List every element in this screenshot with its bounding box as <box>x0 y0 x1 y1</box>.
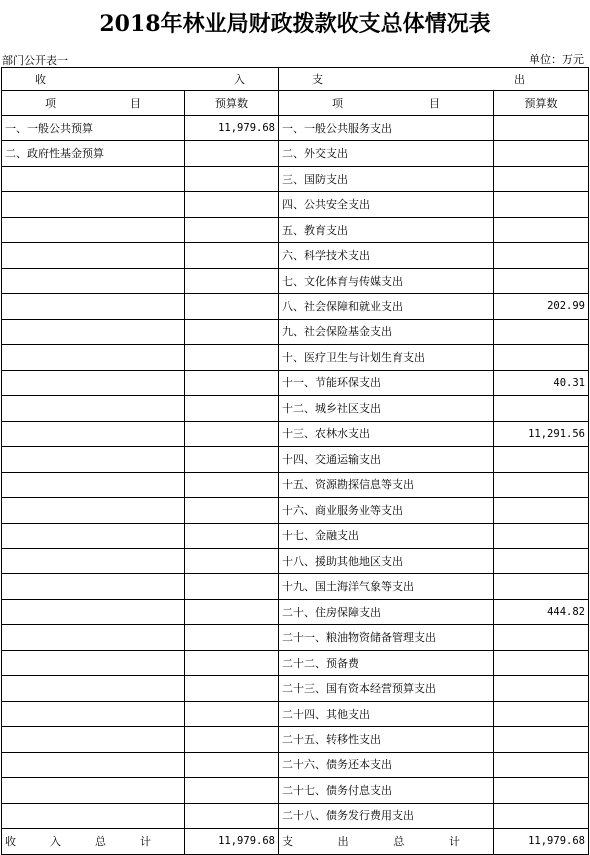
income-total-label-char: 收 <box>5 834 16 848</box>
expense-item-cell: 十五、资源勘探信息等支出 <box>279 472 494 497</box>
table-row <box>2 599 589 624</box>
table-body <box>2 68 589 855</box>
income-value-cell <box>185 319 279 344</box>
expense-value-cell <box>494 319 589 344</box>
income-item-cell <box>2 268 185 293</box>
expense-item-cell: 五、教育支出 <box>279 217 494 242</box>
income-header-char-2: 入 <box>234 72 245 86</box>
expense-value-cell: 202.99 <box>494 294 589 319</box>
expense-item-cell: 二十六、债务还本支出 <box>279 752 494 777</box>
income-value-cell <box>185 523 279 548</box>
expense-item-cell: 二十一、粮油物资储备管理支出 <box>279 625 494 650</box>
income-value-cell <box>185 472 279 497</box>
income-item-cell <box>2 319 185 344</box>
income-value-cell: 11,979.68 <box>185 116 279 141</box>
income-item-cell <box>2 294 185 319</box>
expense-item-cell: 二十、住房保障支出 <box>279 599 494 624</box>
table-row <box>2 803 589 828</box>
expense-value-cell <box>494 217 589 242</box>
expense-value-cell <box>494 523 589 548</box>
income-item-cell <box>2 498 185 523</box>
income-item-cell <box>2 345 185 370</box>
table-row <box>2 778 589 803</box>
table-row <box>2 268 589 293</box>
table-row <box>2 116 589 141</box>
expense-value-cell <box>494 498 589 523</box>
expense-total-label <box>279 829 494 854</box>
expense-item-cell: 二十二、预备费 <box>279 650 494 675</box>
expense-header-char-2: 出 <box>514 72 525 86</box>
expense-item-cell: 十六、商业服务业等支出 <box>279 498 494 523</box>
table-row <box>2 141 589 166</box>
expense-value-cell: 40.31 <box>494 370 589 395</box>
table-row <box>2 650 589 675</box>
table-row <box>2 752 589 777</box>
table-row <box>2 472 589 497</box>
income-value-cell <box>185 141 279 166</box>
income-item-cell <box>2 599 185 624</box>
expense-header-char-1: 支 <box>312 72 323 86</box>
income-item-cell <box>2 370 185 395</box>
table-row <box>2 498 589 523</box>
table-row <box>2 574 589 599</box>
income-header-char-1: 收 <box>35 72 46 86</box>
expense-value-cell <box>494 752 589 777</box>
item-header-char-1: 项 <box>332 96 343 110</box>
expense-value-cell <box>494 778 589 803</box>
income-value-cell <box>185 778 279 803</box>
table-row <box>2 396 589 421</box>
table-row <box>2 701 589 726</box>
expense-value-cell <box>494 727 589 752</box>
income-item-cell <box>2 421 185 446</box>
table-row <box>2 676 589 701</box>
income-item-cell <box>2 574 185 599</box>
table-row <box>2 217 589 242</box>
expense-value-cell <box>494 574 589 599</box>
expense-value-cell <box>494 141 589 166</box>
expense-item-cell: 七、文化体育与传媒支出 <box>279 268 494 293</box>
income-value-cell <box>185 676 279 701</box>
budget-table <box>1 67 589 855</box>
expense-total-label-char: 总 <box>393 834 405 848</box>
income-header <box>2 68 279 91</box>
table-row <box>2 319 589 344</box>
expense-value-cell <box>494 625 589 650</box>
income-item-cell <box>2 396 185 421</box>
income-value-cell <box>185 574 279 599</box>
expense-total-label-char: 计 <box>448 834 460 848</box>
expense-value-cell <box>494 166 589 191</box>
expense-item-cell: 二十五、转移性支出 <box>279 727 494 752</box>
income-value-cell <box>185 243 279 268</box>
income-value-cell <box>185 370 279 395</box>
income-value-cell <box>185 192 279 217</box>
item-header-char-1: 项 <box>45 96 56 110</box>
income-value-cell <box>185 345 279 370</box>
table-row <box>2 294 589 319</box>
income-value-cell <box>185 396 279 421</box>
income-item-cell <box>2 803 185 828</box>
expense-value-cell <box>494 268 589 293</box>
expense-value-cell <box>494 676 589 701</box>
income-item-cell <box>2 166 185 191</box>
expense-item-cell: 二十七、债务付息支出 <box>279 778 494 803</box>
expense-item-cell: 十四、交通运输支出 <box>279 447 494 472</box>
table-row <box>2 548 589 573</box>
income-item-cell <box>2 701 185 726</box>
income-value-cell <box>185 166 279 191</box>
expense-value-cell <box>494 472 589 497</box>
expense-value-cell <box>494 396 589 421</box>
income-item-cell: 二、政府性基金预算 <box>2 141 185 166</box>
expense-item-cell: 二十三、国有资本经营预算支出 <box>279 676 494 701</box>
table-row <box>2 727 589 752</box>
expense-value-cell: 11,291.56 <box>494 421 589 446</box>
income-item-cell <box>2 472 185 497</box>
expense-item-cell: 十八、援助其他地区支出 <box>279 548 494 573</box>
expense-item-cell: 一、一般公共服务支出 <box>279 116 494 141</box>
table-row <box>2 421 589 446</box>
expense-total-label-char: 支 <box>282 834 293 848</box>
income-item-cell <box>2 192 185 217</box>
income-total-label-char: 入 <box>50 834 61 848</box>
income-item-cell <box>2 243 185 268</box>
income-item-cell <box>2 625 185 650</box>
header-row-columns <box>2 91 589 116</box>
table-row <box>2 243 589 268</box>
expense-value-cell <box>494 803 589 828</box>
header-row-income-expense <box>2 68 589 91</box>
income-value-cell <box>185 752 279 777</box>
expense-value-cell <box>494 447 589 472</box>
expense-value-cell <box>494 701 589 726</box>
income-value-cell <box>185 625 279 650</box>
income-item-cell: 一、一般公共预算 <box>2 116 185 141</box>
income-budget-header: 预算数 <box>185 91 279 116</box>
income-item-cell <box>2 727 185 752</box>
expense-item-cell: 十二、城乡社区支出 <box>279 396 494 421</box>
form-number: 部门公开表一 <box>2 54 68 67</box>
expense-item-cell: 十、医疗卫生与计划生育支出 <box>279 345 494 370</box>
income-value-cell <box>185 421 279 446</box>
income-value-cell <box>185 268 279 293</box>
expense-value-cell <box>494 243 589 268</box>
expense-item-cell: 二、外交支出 <box>279 141 494 166</box>
income-total-label <box>2 829 185 854</box>
income-total-label-char: 计 <box>140 834 151 848</box>
table-row <box>2 625 589 650</box>
table-row <box>2 523 589 548</box>
expense-item-cell: 八、社会保障和就业支出 <box>279 294 494 319</box>
expense-item-cell: 十三、农林水支出 <box>279 421 494 446</box>
expense-item-header <box>279 91 494 116</box>
expense-total-label-char: 出 <box>337 834 349 848</box>
expense-item-cell: 三、国防支出 <box>279 166 494 191</box>
income-value-cell <box>185 701 279 726</box>
expense-item-cell: 四、公共安全支出 <box>279 192 494 217</box>
expense-value-cell <box>494 192 589 217</box>
income-total-label-char: 总 <box>95 834 106 848</box>
unit-label: 单位：万元 <box>529 53 584 66</box>
income-value-cell <box>185 548 279 573</box>
income-value-cell <box>185 294 279 319</box>
income-item-cell <box>2 650 185 675</box>
expense-budget-header: 预算数 <box>494 91 589 116</box>
table-row <box>2 370 589 395</box>
expense-item-cell: 二十四、其他支出 <box>279 701 494 726</box>
expense-item-cell: 十七、金融支出 <box>279 523 494 548</box>
income-item-cell <box>2 523 185 548</box>
expense-value-cell <box>494 650 589 675</box>
income-value-cell <box>185 727 279 752</box>
income-item-cell <box>2 217 185 242</box>
table-title: 2018年林业局财政拨款收支总体情况表 <box>99 11 491 37</box>
table-row <box>2 447 589 472</box>
expense-item-cell: 六、科学技术支出 <box>279 243 494 268</box>
expense-value-cell: 444.82 <box>494 599 589 624</box>
expense-total-value: 11,979.68 <box>494 829 589 854</box>
income-value-cell <box>185 650 279 675</box>
income-item-cell <box>2 447 185 472</box>
income-item-header <box>2 91 185 116</box>
income-item-cell <box>2 752 185 777</box>
income-value-cell <box>185 217 279 242</box>
income-value-cell <box>185 447 279 472</box>
income-value-cell <box>185 498 279 523</box>
expense-value-cell <box>494 345 589 370</box>
table-row <box>2 192 589 217</box>
expense-item-cell: 十一、节能环保支出 <box>279 370 494 395</box>
expense-value-cell <box>494 116 589 141</box>
income-item-cell <box>2 548 185 573</box>
table-row <box>2 166 589 191</box>
income-value-cell <box>185 803 279 828</box>
income-item-cell <box>2 676 185 701</box>
expense-item-cell: 九、社会保险基金支出 <box>279 319 494 344</box>
total-row <box>2 829 589 854</box>
income-total-value: 11,979.68 <box>185 829 279 854</box>
expense-header <box>279 68 589 91</box>
item-header-char-2: 目 <box>130 96 141 110</box>
item-header-char-2: 目 <box>429 96 440 110</box>
income-item-cell <box>2 778 185 803</box>
income-value-cell <box>185 599 279 624</box>
expense-item-cell: 十九、国土海洋气象等支出 <box>279 574 494 599</box>
expense-item-cell: 二十八、债务发行费用支出 <box>279 803 494 828</box>
table-row <box>2 345 589 370</box>
expense-value-cell <box>494 548 589 573</box>
